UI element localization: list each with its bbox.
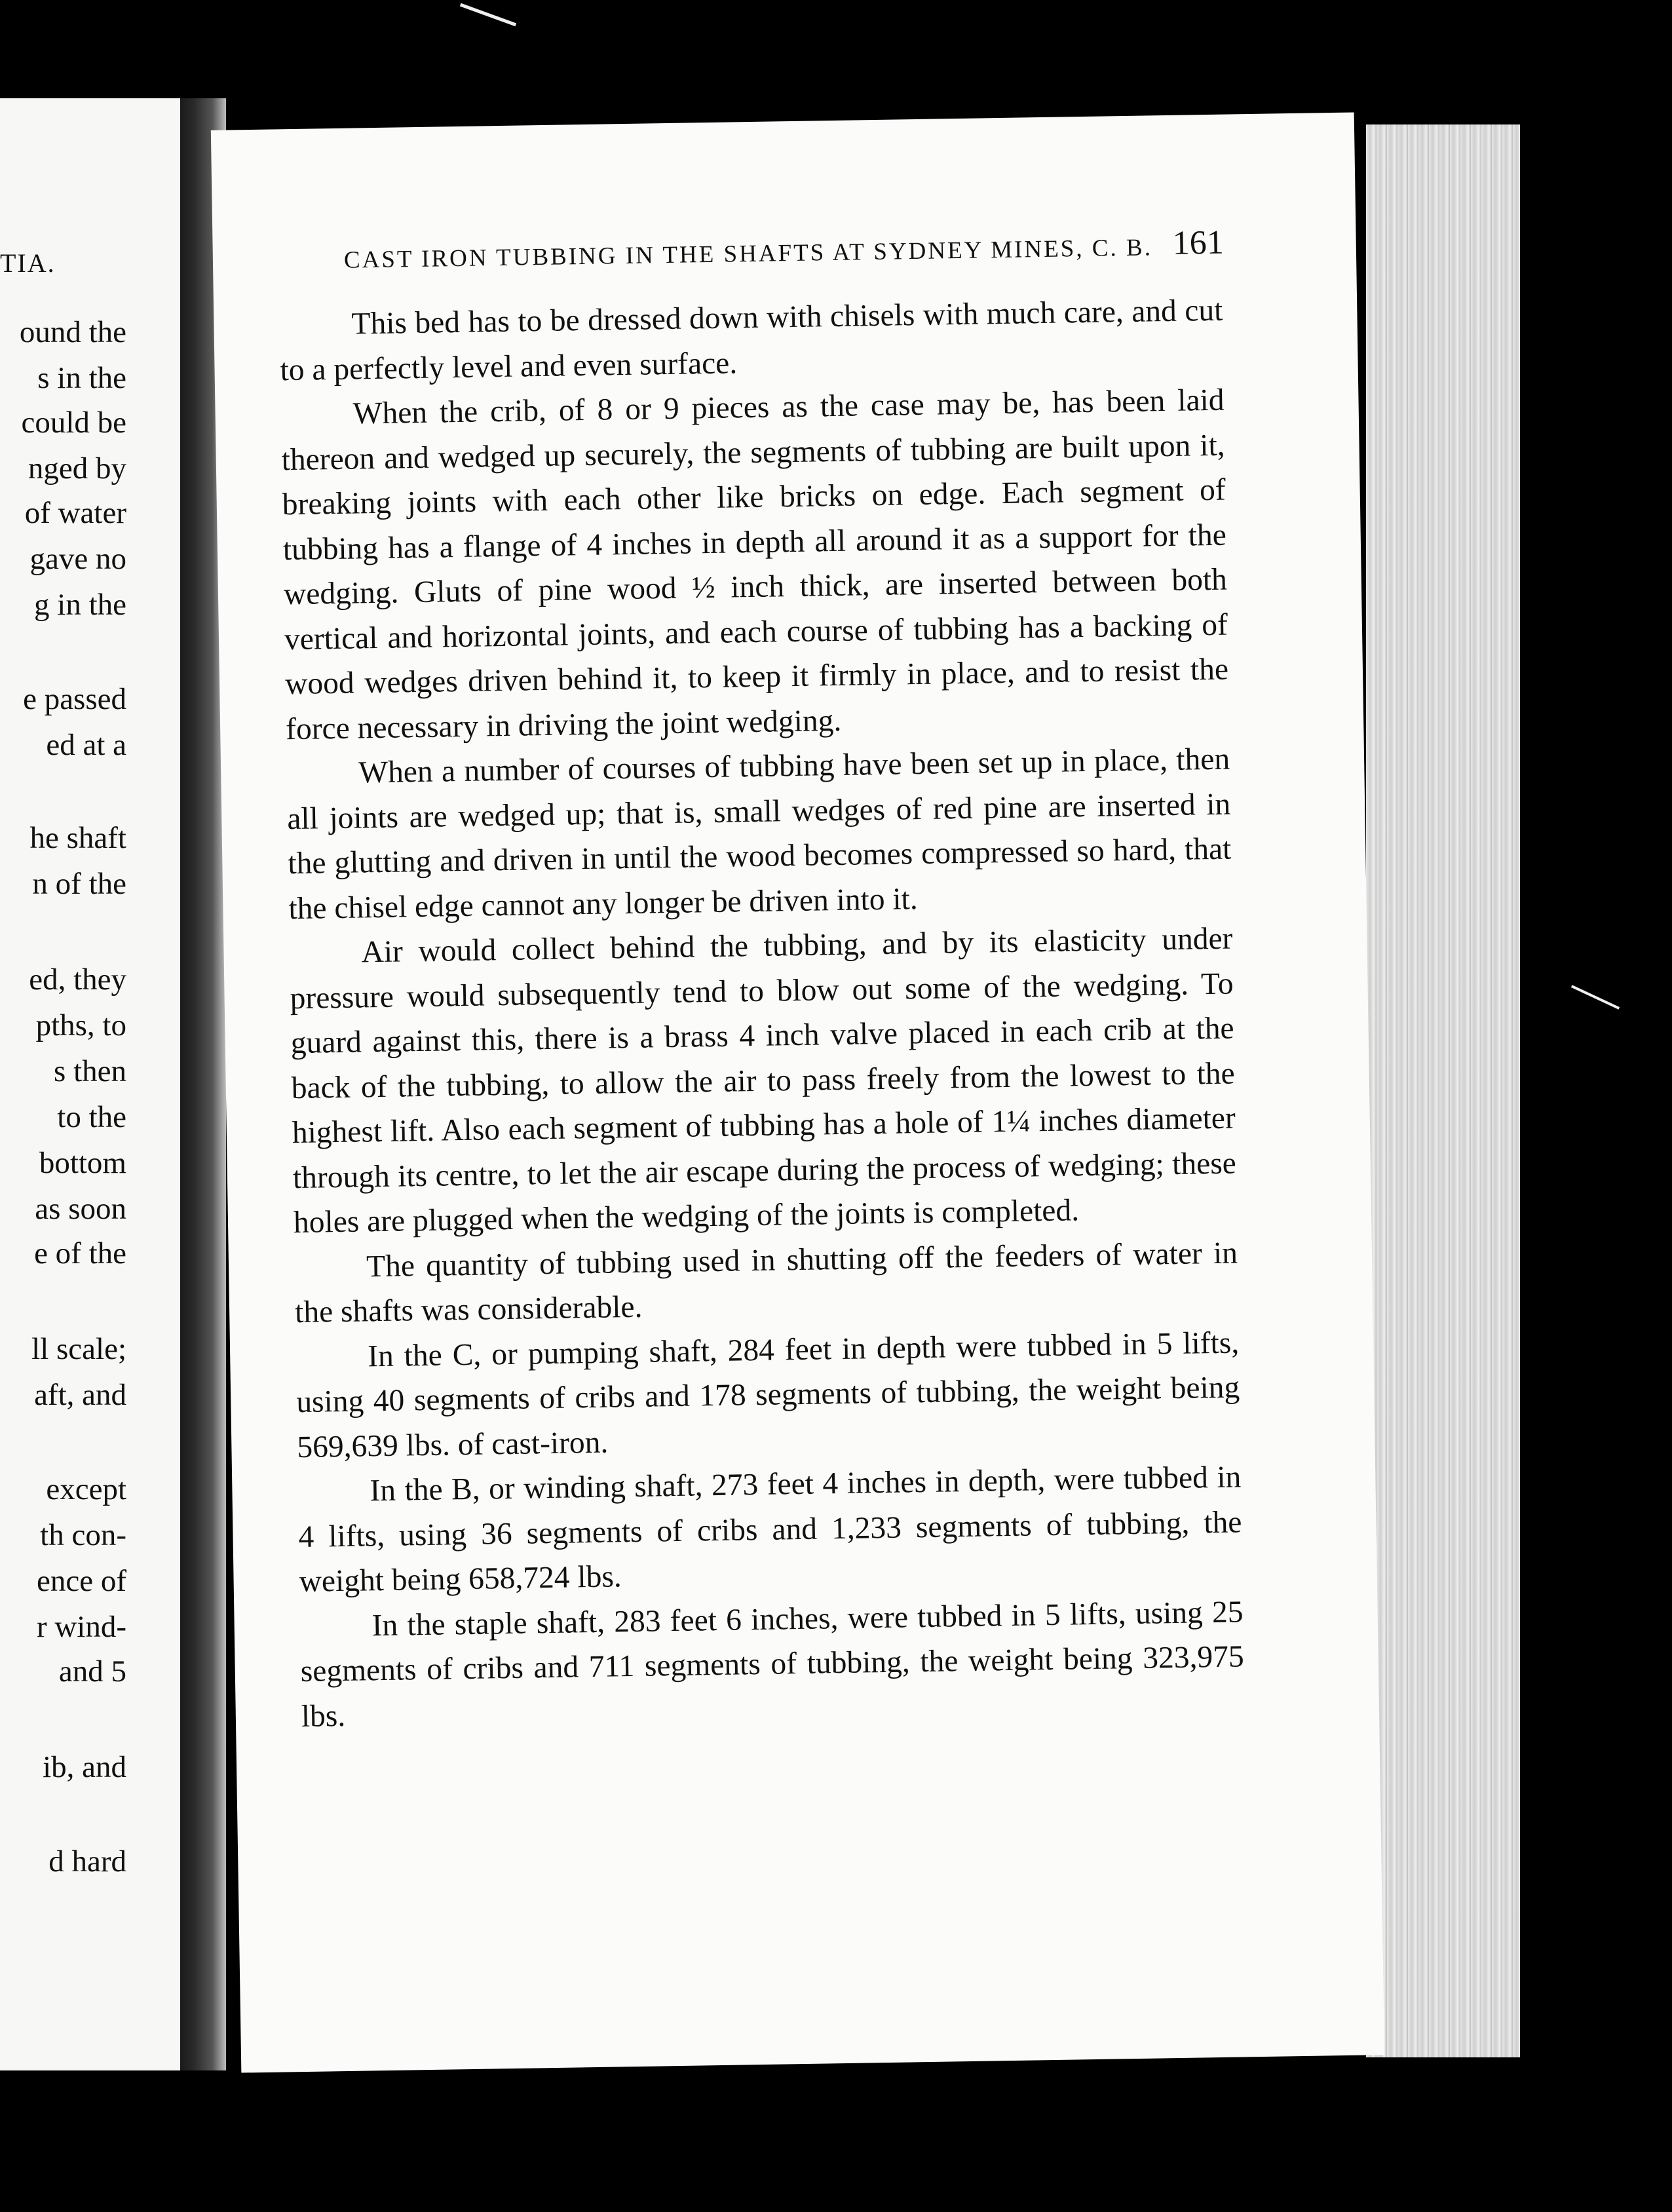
previous-page-line: g in the — [34, 588, 126, 622]
scan-artifact — [1571, 985, 1620, 1009]
paragraph: Air would collect behind the tubbing, and by its elasticity under pressure would subsequently tend to blow out some of the wedging. To guard against this, there is a brass 4 inch valve placed in each crib at the back of the tubbing, to allow the air to pass freely from the lowest to the highest lift. Also each segment of tubbing has a hole of 1¼ inches diameter through its centre, to let the air escape during the process of wedging; these holes are plugged when the wedging of the joints is completed. — [290, 921, 1237, 1240]
previous-page-line: ll scale; — [31, 1332, 126, 1366]
previous-page-line: e passed — [23, 682, 126, 716]
previous-page-line: ed at a — [46, 728, 126, 762]
paragraph: This bed has to be dressed down with chisels with much care, and cut to a perfectly level and even surface. — [280, 293, 1223, 387]
previous-page-line: and 5 — [58, 1654, 126, 1688]
previous-page-line: e of the — [34, 1236, 126, 1270]
previous-page-line: s then — [54, 1054, 126, 1088]
previous-page-line: ib, and — [43, 1750, 126, 1784]
previous-page-line: n of the — [32, 867, 126, 901]
paragraph: The quantity of tubbing used in shutting off the feeders of water in the shafts was considerable. — [294, 1235, 1238, 1330]
previous-page-line: aft, and — [34, 1378, 126, 1412]
previous-page-line: ound the — [19, 315, 126, 349]
previous-page-fragment — [0, 98, 180, 2070]
previous-page-line: d hard — [48, 1844, 126, 1878]
running-head: CAST IRON TUBBING IN THE SHAFTS AT SYDNEY MINES, C. B. — [343, 234, 1153, 274]
previous-page-line: could be — [21, 406, 126, 440]
previous-page-line: th con- — [40, 1518, 126, 1552]
previous-page-header-fragment: TIA. — [0, 248, 56, 278]
previous-page-line: to the — [57, 1100, 126, 1134]
previous-page-line: s in the — [37, 361, 126, 395]
body-text — [279, 288, 1245, 1739]
previous-page-line: pths, to — [35, 1008, 126, 1042]
paragraph: When a number of courses of tubbing have been set up in place, then all joints are wedged up; that is, small wedges of red pine are inserted in the glutting and driven in until the wood becomes compressed so hard, that the chisel edge cannot any longer be driven into it. — [286, 742, 1232, 926]
previous-page-line: ed, they — [29, 963, 126, 997]
previous-page-line: bottom — [39, 1146, 126, 1180]
previous-page-line: gave no — [29, 542, 126, 576]
scan-artifact — [460, 3, 516, 26]
paragraph: When the crib, of 8 or 9 pieces as the case may be, has been laid thereon and wedged up securely, the segments of tubbing are built upon it, breaking joints with each other like bricks on edge. Each segment of tubbing has a flange of 4 inches in depth all around it as a support for the wedging. Gluts of pine wood ½ inch thick, are inserted between both vertical and horizontal joints, and each course of tubbing has a backing of wood wedges driven behind it, to keep it firmly in place, and to resist the force necessary in driving the joint wedging. — [281, 383, 1229, 746]
paragraph: In the B, or winding shaft, 273 feet 4 inches in depth, were tubbed in 4 lifts, using 36 segments of cribs and 1,233 segments of tubbing, the weight being 658,724 lbs. — [298, 1460, 1242, 1599]
book-page — [211, 112, 1384, 2072]
paragraph: In the staple shaft, 283 feet 6 inches, were tubbed in 5 lifts, using 25 segments of cribs and 711 segments of tubbing, the weight being 323,975 lbs. — [300, 1594, 1245, 1734]
paragraph: In the C, or pumping shaft, 284 feet in depth were tubbed in 5 lifts, using 40 segments of cribs and 178 segments of tubbing, the weight being 569,639 lbs. of cast-iron. — [295, 1325, 1240, 1464]
previous-page-line: he shaft — [29, 821, 126, 855]
previous-page-line: as soon — [35, 1192, 126, 1226]
previous-page-line: of water — [24, 496, 126, 530]
previous-page-line: r wind- — [36, 1610, 126, 1644]
page-number: 161 — [1172, 223, 1225, 262]
previous-page-line: ence of — [37, 1564, 126, 1598]
previous-page-line: except — [46, 1472, 126, 1506]
page-edges — [1366, 124, 1520, 2057]
previous-page-line: nged by — [28, 451, 126, 486]
